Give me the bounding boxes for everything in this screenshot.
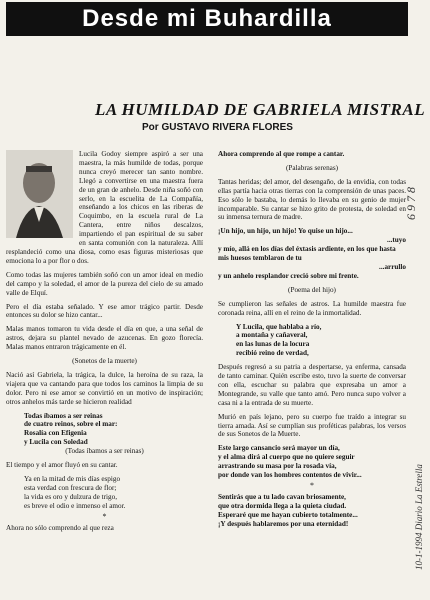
- paragraph: Murió en país lejano, pero su cuerpo fue traído a integrar su tierra amada. Así se cumplían sus proféticas palabras, los versos de sus Sonetos de la Muerte.: [218, 412, 406, 439]
- verse-line: a montaña y cañaveral,: [236, 331, 308, 340]
- paragraph: Lucila Godoy siempre aspiró a ser una maestra, la más humilde de todas, porque nunca creyó merecer tan santo nombre. Llegó a convertirse en una maestra fuera de un gran de anhelo. Desde niña soñó con serlo, en la escuelita de La Compañía, enseñando a los chicos en las riberas de Coquimbo, en la escuela rural de La Cantera, entre niños descalzos, impartiendo el pan espiritual de su saber en santa comunión con la naturaleza. Allí resplandeció como una diosa, como esas figuras misteriosas que emociona lo a por flor o dos.: [6, 150, 203, 265]
- verse-line: ¡Un hijo, un hijo, un hijo! Yo quise un hijo...: [218, 227, 353, 236]
- verse-line: Ahora no sólo comprendo al que reza: [6, 523, 114, 532]
- verse-line: y Lucila con Soledad: [24, 438, 88, 447]
- verse-line: esta verdad con frescura de flor;: [24, 483, 117, 492]
- handwritten-margin-notes: [404, 100, 430, 600]
- verse-line: ¡Y después hablaremos por una eternidad!: [218, 519, 349, 528]
- paragraph: Se cumplieron las señales de astros. La humilde maestra fue coronada reina, allí en el reino de la inmortalidad.: [218, 299, 406, 317]
- verse-line: por donde van los hombres contentos de vivir...: [218, 471, 362, 480]
- verse-line: de cuatro reinos, sobre el mar:: [24, 420, 118, 429]
- verse-line: y mío, allá en los días del éxtasis ardiente, en los que hasta mis huesos temblaron de tu: [218, 245, 396, 263]
- verse-line: Y Lucila, que hablaba a río,: [236, 322, 322, 331]
- verse-line: ...arrullo: [379, 262, 406, 271]
- verse-line: recibió reino de verdad,: [236, 349, 309, 358]
- column-banner: Desde mi Buhardilla: [6, 2, 408, 36]
- citation: (Sonetos de la muerte): [72, 357, 137, 366]
- verse-line: Rosalía con Efigenia: [24, 429, 87, 438]
- left-column: [6, 150, 203, 532]
- handwritten-number: 6 9 7 8: [404, 187, 418, 220]
- separator-star: *: [102, 511, 107, 521]
- citation: (Poema del hijo): [288, 285, 336, 294]
- verse-line: Sentirás que a tu lado cavan briosamente,: [218, 492, 346, 501]
- article-title: LA HUMILDAD DE GABRIELA MISTRAL: [95, 100, 426, 119]
- verse-line: es breve el odio e inmenso el amor.: [24, 501, 126, 510]
- verse-line: la vida es oro y dulzura de trigo,: [24, 492, 118, 501]
- portrait-image: [6, 150, 73, 238]
- citation: (Palabras serenas): [285, 163, 339, 172]
- verse-line: ...tuyo: [387, 236, 406, 245]
- verse-line: Esperaré que me hayan cubierto totalmente...: [218, 510, 358, 519]
- paragraph: Después regresó a su patria a despertarse, ya enferma, cansada de tanto caminar. Quién escribe esto, tuvo la suerte de conversar con ella, escuchar su palabra que expresaba un amor a Montegrande, su valle que tanto amó. Pero nunca supo volver a casa ni a la entrada de su muerte.: [218, 363, 406, 407]
- separator-star: *: [310, 481, 314, 490]
- paragraph: Malas manos tomaron tu vida desde el día en que, a una señal de astros, dejara su plantel nevado de azucenas. En gozo florecía. Malas manos entraron trágicamente en él.: [6, 325, 203, 352]
- paragraph: El tiempo y el amor fluyó en su cantar.: [6, 461, 118, 470]
- verse-line: Todas íbamos a ser reinas: [24, 411, 103, 420]
- author-portrait: [6, 150, 73, 238]
- paragraph: Pero el día estaba señalado. Y ese amor trágico partir. Desde entonces su dolor se hizo cantar...: [6, 302, 203, 320]
- paragraph: Nació así Gabriela, la trágica, la dulce, la heroína de su raza, la viajera que va cantando para que todos los caminos la limpia de su dolor. Pero ni ese amor se convirtió en un motivo de inspiración; otros anhelos más tarde se hicieron realidad: [6, 370, 203, 406]
- verse-line: arrastrando su masa por la rosada vía,: [218, 462, 337, 471]
- byline: Por GUSTAVO RIVERA FLORES: [142, 122, 293, 133]
- verse-line: en las lunas de la locura: [236, 340, 310, 349]
- paragraph: Como todas las mujeres también soñó con un amor ideal en medio del campo y la soledad, el amor de la pureza del cielo de su amado valle de Elquí.: [6, 270, 203, 297]
- verse-line: y el alma dirá al cuerpo que no quiere seguir: [218, 453, 355, 462]
- citation: (Todas íbamos a ser reinas): [65, 447, 144, 456]
- verse-line: Este largo cansancio será mayor un día,: [218, 444, 340, 453]
- verse-line: Ahora comprendo al que rompe a cantar.: [218, 150, 345, 158]
- verse-line: que otra dormida llega a la quieta ciudad.: [218, 501, 347, 510]
- verse-line: y un anhelo resplandor creció sobre mi frente.: [218, 271, 359, 280]
- paragraph: Tantas heridas; del amor, del desengaño, de la envidia, con todas ellas partía hacia otras tierras con la comprensión de unas paces. Eso sólo le bastaba, lo demás lo llevaba en su genio de mujer incomparable. Su cantar se hizo grito de protesta, de soledad en su inmensa ternura de madre.: [218, 177, 406, 222]
- right-column: [218, 150, 406, 529]
- verse-line: Ya en la mitad de mis días espigo: [24, 475, 121, 483]
- handwritten-source-note: 10-1-1994 Diario La Estrella: [414, 464, 424, 570]
